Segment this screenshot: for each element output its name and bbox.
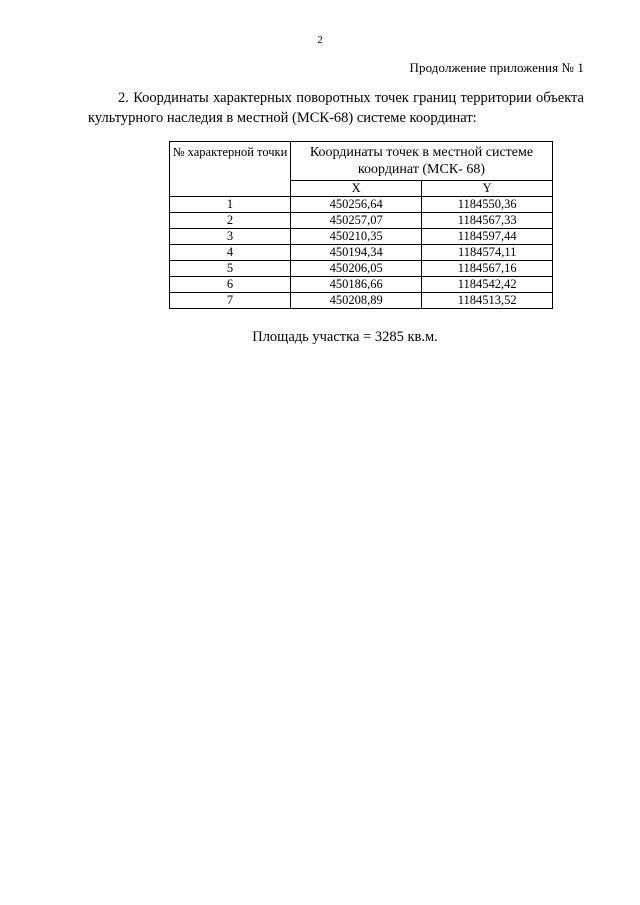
cell-x: 450257,07: [290, 213, 421, 229]
cell-point: 2: [170, 213, 291, 229]
table-row: [170, 245, 553, 261]
cell-y: 1184513,52: [422, 293, 553, 309]
appendix-continuation-note: Продолжение приложения № 1: [409, 60, 584, 75]
cell-x: 450194,34: [290, 245, 421, 261]
table-row: [170, 261, 553, 277]
cell-y: 1184567,16: [422, 261, 553, 277]
cell-point: 3: [170, 229, 291, 245]
cell-x: 450186,66: [290, 277, 421, 293]
cell-x: 450210,35: [290, 229, 421, 245]
table-row: [170, 197, 553, 213]
table-row: [170, 277, 553, 293]
cell-y: 1184550,36: [422, 197, 553, 213]
table-row: [170, 213, 553, 229]
table-row: [170, 229, 553, 245]
page-number: 2: [317, 34, 323, 46]
section-heading: 2. Координаты характерных поворотных точек границ территории объекта культурного наследия в местной (МСК-68) системе координат:: [88, 90, 584, 126]
coordinates-table: [169, 141, 553, 309]
cell-y: 1184567,33: [422, 213, 553, 229]
area-statement: Площадь участка = 3285 кв.м.: [252, 329, 438, 345]
header-coordinates-group: Координаты точек в местной системе координат (МСК- 68): [290, 142, 552, 181]
table-row: [170, 293, 553, 309]
cell-y: 1184574,11: [422, 245, 553, 261]
header-point-number: № характерной точки: [170, 142, 291, 197]
cell-point: 4: [170, 245, 291, 261]
cell-point: 1: [170, 197, 291, 213]
cell-y: 1184542,42: [422, 277, 553, 293]
cell-y: 1184597,44: [422, 229, 553, 245]
cell-x: 450206,05: [290, 261, 421, 277]
cell-point: 7: [170, 293, 291, 309]
cell-point: 6: [170, 277, 291, 293]
cell-x: 450256,64: [290, 197, 421, 213]
cell-point: 5: [170, 261, 291, 277]
cell-x: 450208,89: [290, 293, 421, 309]
header-x: X: [290, 180, 421, 196]
header-y: Y: [422, 180, 553, 196]
